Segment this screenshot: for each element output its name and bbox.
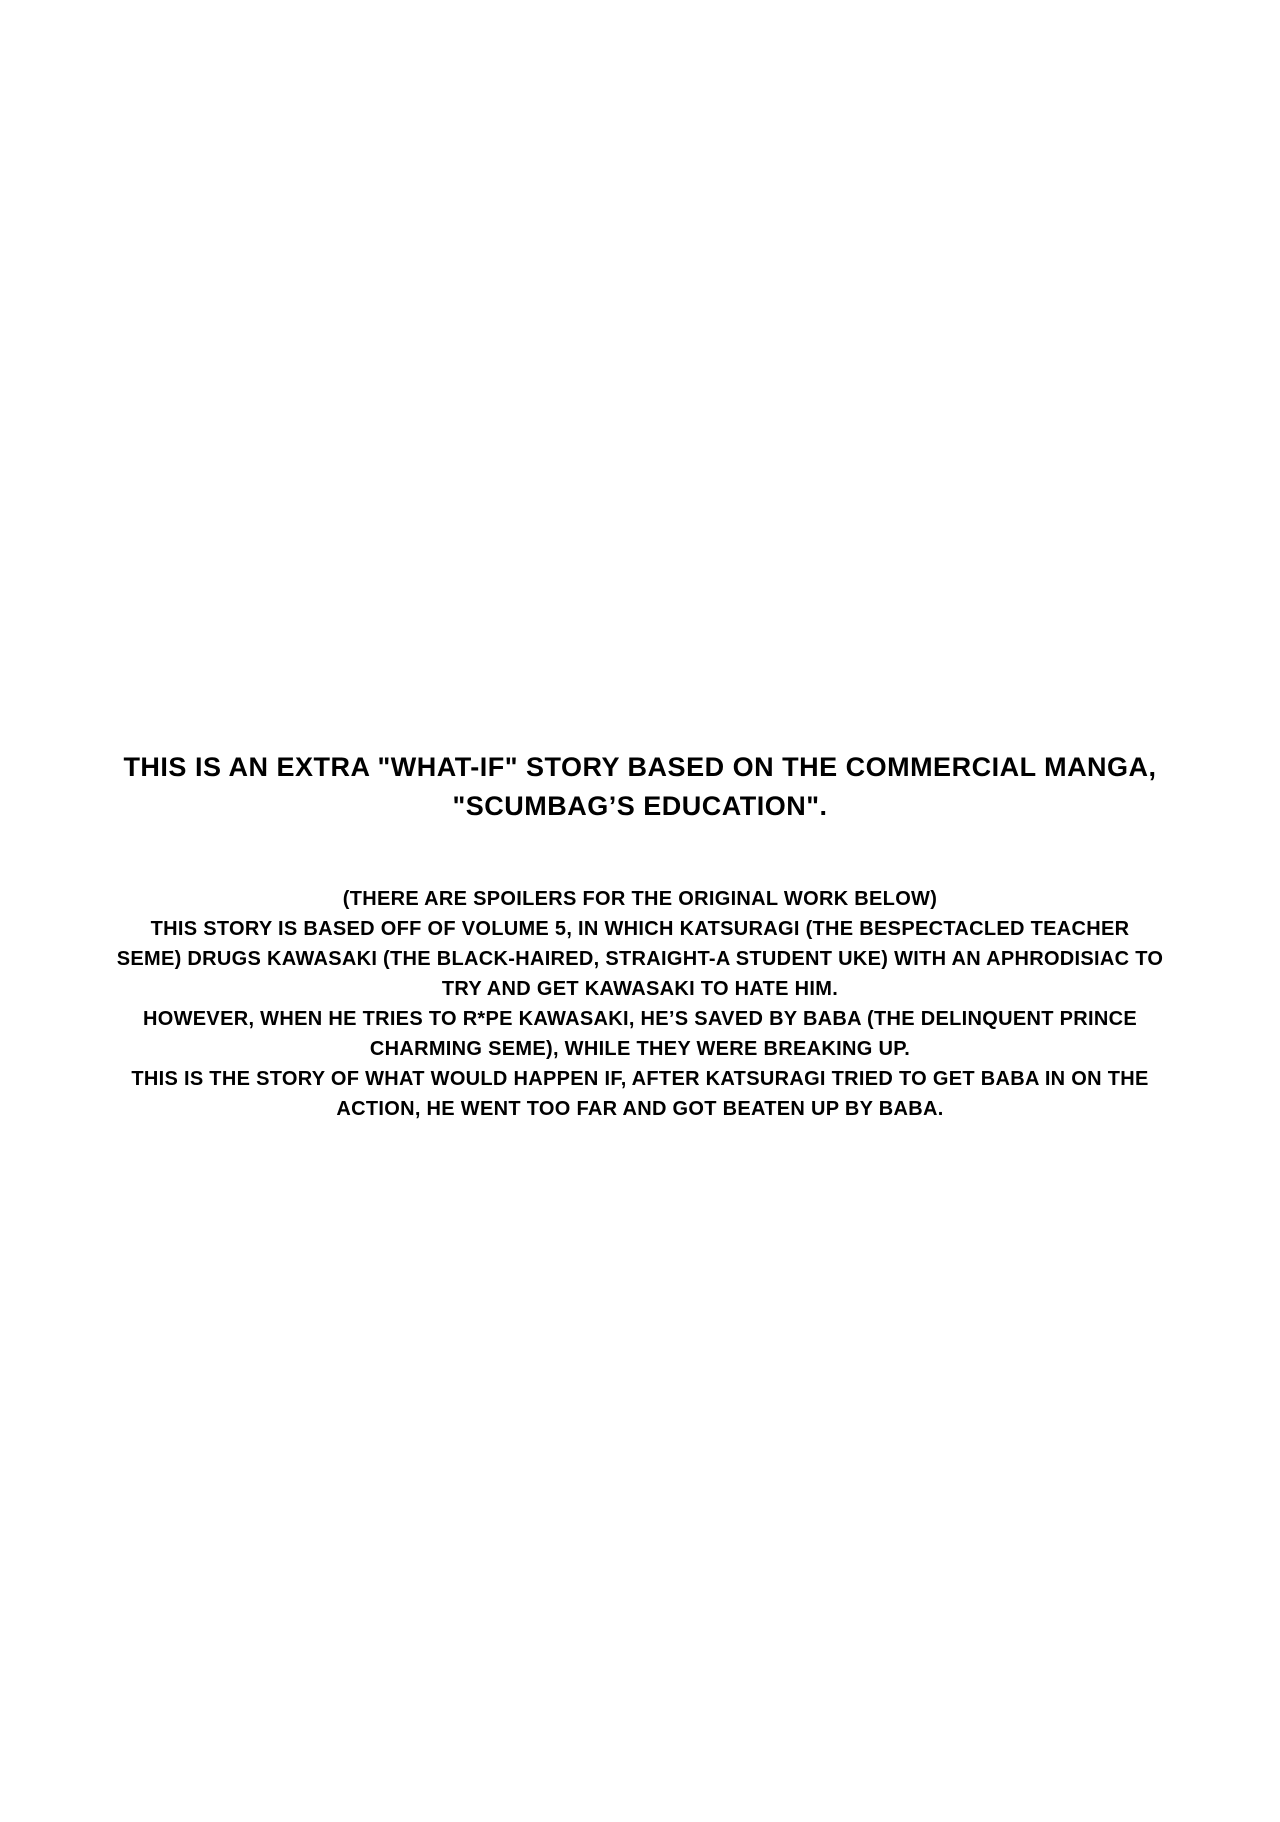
note-heading <box>0 748 1280 826</box>
body-line-4: TRY AND GET KAWASAKI TO HATE HIM. <box>441 978 839 1000</box>
body-line-7: THIS IS THE STORY OF WHAT WOULD HAPPEN IF, AFTER KATSURAGI TRIED TO GET BABA IN ON THE <box>131 1068 1149 1090</box>
body-line-2: THIS STORY IS BASED OFF OF VOLUME 5, IN WHICH KATSURAGI (THE BESPECTACLED TEACHER <box>150 918 1130 940</box>
body-line-6: CHARMING SEME), WHILE THEY WERE BREAKING UP. <box>369 1038 911 1060</box>
body-line-8: ACTION, HE WENT TOO FAR AND GOT BEATEN UP BY BABA. <box>336 1098 944 1120</box>
note-body <box>0 884 1280 1124</box>
heading-line-1: THIS IS AN EXTRA "WHAT-IF" STORY BASED ON THE COMMERCIAL MANGA, <box>123 752 1157 782</box>
heading-line-2: "SCUMBAG’S EDUCATION". <box>452 791 828 821</box>
body-line-3: SEME) DRUGS KAWASAKI (THE BLACK-HAIRED, STRAIGHT-A STUDENT UKE) WITH AN APHRODISIAC TO <box>116 948 1164 970</box>
body-line-5: HOWEVER, WHEN HE TRIES TO R*PE KAWASAKI, HE’S SAVED BY BABA (THE DELINQUENT PRINCE <box>143 1008 1137 1030</box>
spoiler-warning-line: (THERE ARE SPOILERS FOR THE ORIGINAL WORK BELOW) <box>342 888 938 910</box>
